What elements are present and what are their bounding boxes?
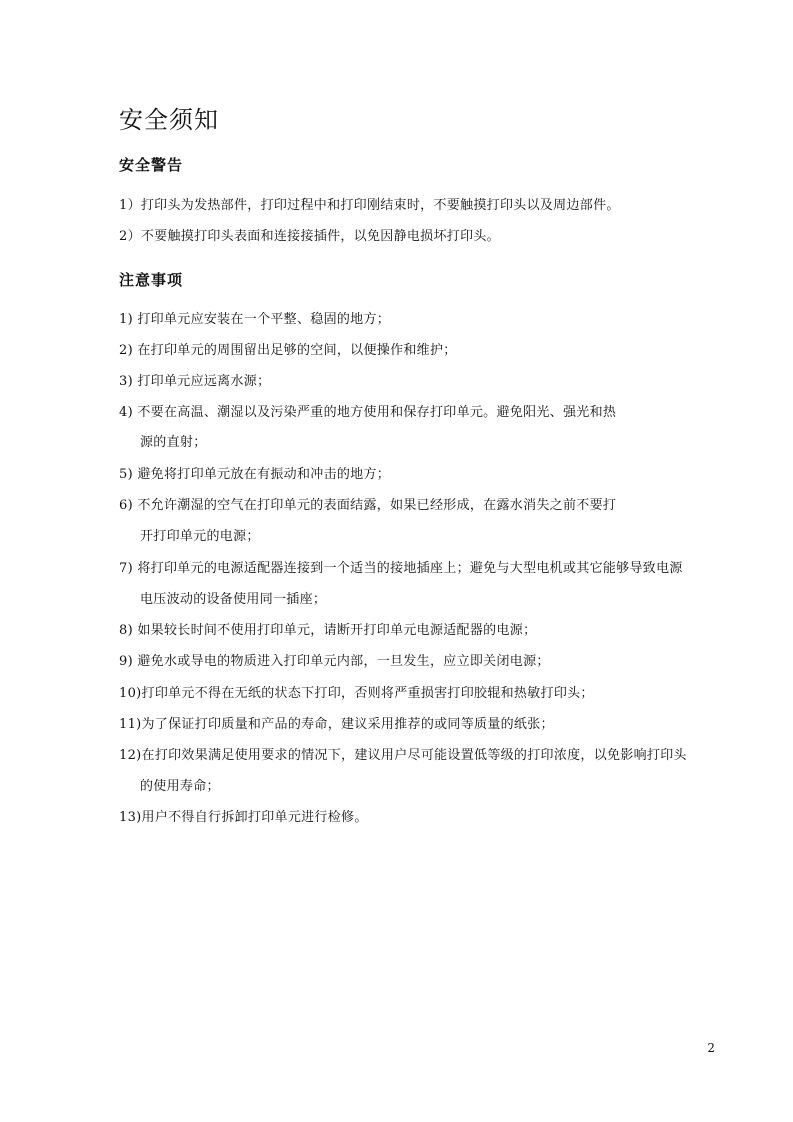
note-item-1: 1) 打印单元应安装在一个平整、稳固的地方； (119, 312, 391, 327)
warning-item-2: 2）不要触摸打印头表面和连接接插件，以免因静电损坏打印头。 (119, 229, 500, 244)
page-title: 安全须知 (119, 106, 219, 134)
section-heading-warning: 安全警告 (119, 156, 184, 174)
note-item-9: 9) 避免水或导电的物质进入打印单元内部，一旦发生，应立即关闭电源； (119, 654, 550, 669)
warning-item-1: 1）打印头为发热部件，打印过程中和打印刚结束时，不要触摸打印头以及周边部件。 (119, 198, 620, 213)
note-item-3: 3) 打印单元应远离水源； (119, 374, 271, 389)
note-item-4: 4) 不要在高温、潮湿以及污染严重的地方使用和保存打印单元。避免阳光、强光和热 (119, 405, 617, 420)
note-item-12-cont: 的使用寿命； (140, 779, 220, 794)
page-number: 2 (707, 1041, 715, 1055)
note-item-2: 2) 在打印单元的周围留出足够的空间，以便操作和维护； (119, 343, 457, 358)
note-item-6-cont: 开打印单元的电源； (140, 529, 260, 544)
note-item-7: 7) 将打印单元的电源适配器连接到一个适当的接地插座上；避免与大型电机或其它能够导致电源 (119, 561, 683, 576)
section-heading-notes: 注意事项 (119, 271, 184, 289)
note-item-12: 12)在打印效果满足使用要求的情况下，建议用户尽可能设置低等级的打印浓度，以免影响打印头 (119, 748, 687, 763)
note-item-10: 10)打印单元不得在无纸的状态下打印，否则将严重损害打印胶辊和热敏打印头； (119, 686, 594, 701)
note-item-13: 13)用户不得自行拆卸打印单元进行检修。 (119, 810, 368, 825)
note-item-4-cont: 源的直射； (140, 435, 207, 450)
note-item-5: 5) 避免将打印单元放在有振动和冲击的地方； (119, 467, 391, 482)
note-item-7-cont: 电压波动的设备使用同一插座； (140, 592, 327, 607)
note-item-11: 11)为了保证打印质量和产品的寿命，建议采用推荐的或同等质量的纸张； (119, 717, 554, 732)
note-item-8: 8) 如果较长时间不使用打印单元，请断开打印单元电源适配器的电源； (119, 623, 537, 638)
note-item-6: 6) 不允许潮湿的空气在打印单元的表面结露，如果已经形成，在露水消失之前不要打 (119, 498, 617, 513)
